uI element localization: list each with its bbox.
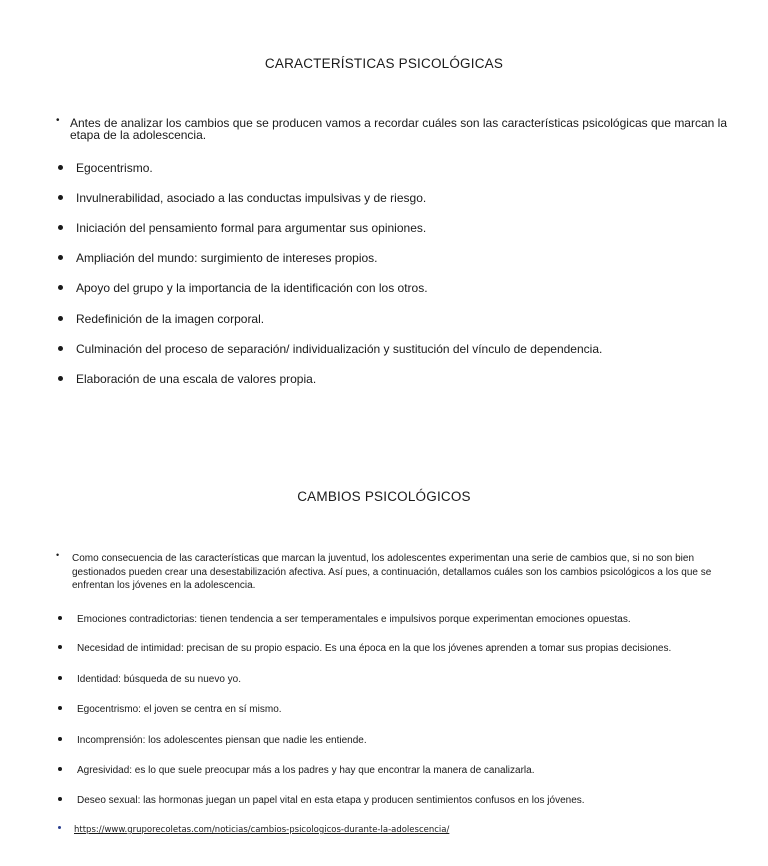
- list-item-text: Deseo sexual: las hormonas juegan un papel vital en esta etapa y producen sentimientos confusos en los jóvenes.: [77, 795, 585, 806]
- list-item-text: Culminación del proceso de separación/ individualización y sustitución del vínculo de dependencia.: [76, 342, 603, 356]
- list-item-text: Agresividad: es lo que suele preocupar más a los padres y hay que encontrar la manera de canalizarla.: [77, 765, 535, 776]
- list-item-text: Invulnerabilidad, asociado a las conductas impulsivas y de riesgo.: [76, 191, 427, 205]
- bullet-icon: [58, 376, 63, 381]
- section-title-cambios: CAMBIOS PSICOLÓGICOS: [297, 489, 471, 504]
- intro-text: Como consecuencia de las características que marcan la juventud, los adolescentes experimentan una serie de cambios que, si no son bien gestionados pueden crear una desestabilización afectiva. Así pues, a continuación, detallamos cuáles son los cambios psicológicos a los que se enfrentan los jóvenes en la adolescencia.: [72, 553, 712, 591]
- list-item-text: Identidad: búsqueda de su nuevo yo.: [77, 674, 242, 685]
- list-item: [58, 161, 748, 175]
- list-item: [58, 221, 748, 235]
- bullet-icon: [58, 706, 62, 710]
- section-title-caracteristicas: CARACTERÍSTICAS PSICOLÓGICAS: [264, 56, 504, 71]
- list-item-text: Egocentrismo: el joven se centra en sí mismo.: [77, 704, 282, 715]
- list-item: [58, 312, 748, 326]
- bullet-icon: •: [56, 115, 60, 126]
- list-item: [58, 642, 748, 655]
- bullet-icon: [58, 645, 62, 649]
- list-item-text: Incomprensión: los adolescentes piensan que nadie les entiende.: [77, 735, 367, 746]
- bullet-icon: [58, 826, 61, 829]
- bullet-icon: [58, 316, 63, 321]
- list-item-text: Redefinición de la imagen corporal.: [76, 312, 265, 326]
- bullet-icon: [58, 737, 62, 741]
- list-item-text: Egocentrismo.: [76, 161, 153, 175]
- bullet-icon: [58, 797, 62, 801]
- bullet-icon: [58, 676, 62, 680]
- list-item: [58, 191, 748, 205]
- source-link-row: [58, 823, 449, 836]
- list-item: [58, 281, 748, 295]
- bullet-icon: [58, 165, 63, 170]
- bullet-icon: [58, 616, 62, 620]
- list-item: [58, 342, 748, 356]
- list-item-text: Ampliación del mundo: surgimiento de intereses propios.: [76, 251, 378, 265]
- list-item: [58, 764, 748, 777]
- intro-text: Antes de analizar los cambios que se producen vamos a recordar cuáles son las características psicológicas que marcan la etapa de la adolescencia.: [70, 116, 727, 142]
- bullet-icon: [58, 255, 63, 260]
- list-item-text: Necesidad de intimidad: precisan de su propio espacio. Es una época en la que los jóvenes aprenden a tomar sus propias decisiones.: [77, 643, 672, 654]
- list-item: [58, 794, 748, 807]
- list-item: [58, 613, 748, 626]
- list-item: [58, 703, 748, 716]
- list-item: [58, 673, 748, 686]
- bullet-icon: [58, 195, 63, 200]
- list-item: [58, 372, 748, 386]
- list-item-text: Apoyo del grupo y la importancia de la identificación con los otros.: [76, 281, 428, 295]
- bullet-icon: [58, 285, 63, 290]
- bullet-icon: [58, 767, 62, 771]
- bullet-icon: [58, 346, 63, 351]
- intro-paragraph-caracteristicas: [56, 117, 736, 141]
- bullet-icon: [58, 225, 63, 230]
- list-item-text: Iniciación del pensamiento formal para argumentar sus opiniones.: [76, 221, 427, 235]
- source-link[interactable]: https://www.gruporecoletas.com/noticias/cambios-psicologicos-durante-la-adolescencia/: [74, 825, 450, 835]
- bullet-icon: •: [56, 550, 60, 560]
- list-item-text: Emociones contradictorias: tienen tendencia a ser temperamentales e impulsivos porque experimentan emociones opuestas.: [77, 614, 631, 625]
- list-item: [58, 734, 748, 747]
- intro-paragraph-cambios: [56, 552, 746, 593]
- list-item: [58, 251, 748, 265]
- list-item-text: Elaboración de una escala de valores propia.: [76, 372, 317, 386]
